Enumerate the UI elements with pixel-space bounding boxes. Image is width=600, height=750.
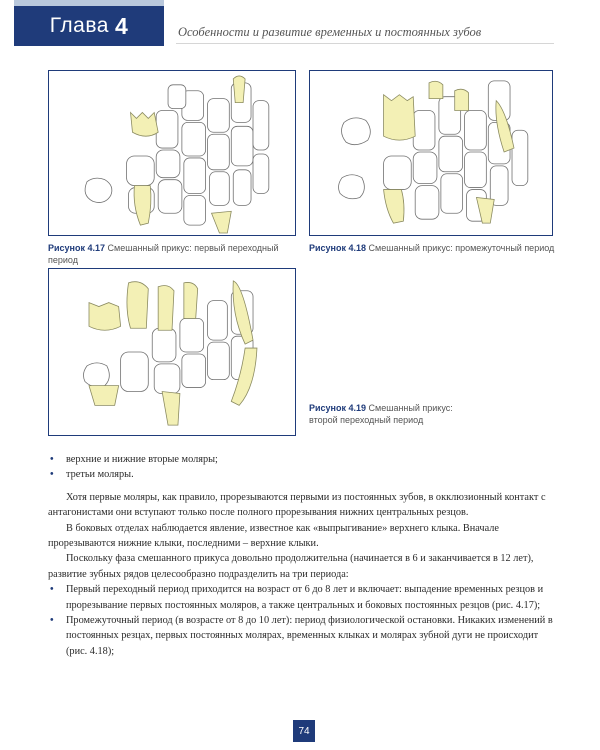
- list-item: • верхние и нижние вторые моляры;: [48, 452, 553, 467]
- figure-4-18-illustration: [309, 70, 553, 236]
- figure-caption-text: Смешанный прикус: второй переходный период: [309, 403, 453, 425]
- figure-4-17-caption: [48, 242, 298, 266]
- chapter-word: Глава: [49, 14, 109, 37]
- figure-4-17-illustration: [48, 70, 296, 236]
- figure-4-19-illustration: [48, 268, 296, 436]
- figure-caption-text: Смешанный прикус: промежуточный период: [368, 243, 555, 253]
- list-item: • Промежуточный период (в возрасте от 8 до 10 лет): период физиологической остановки. Никаких изменений в постоянных резцах, первых постоянных молярах, временных клыках и молярах зубной дуги не происходит (рис. 4.18);: [48, 613, 553, 659]
- running-header-title: Особенности и развитие временных и постоянных зубов: [178, 25, 482, 39]
- dentition-drawing-mixed-second: [49, 269, 295, 435]
- body-text: [48, 452, 553, 659]
- list-item: • Первый переходный период приходится на возраст от 6 до 8 лет и включает: выпадение временных резцов и прорезывание первых постоянных моляров, а также центральных и боковых постоянных резцов (рис. 4.17);: [48, 582, 553, 613]
- figure-4-19-caption: [309, 402, 459, 426]
- chapter-tab: [14, 0, 164, 46]
- dentition-drawing-mixed-intermediate: [310, 71, 552, 235]
- paragraph: Хотя первые моляры, как правило, прорезываются первыми из постоянных зубов, в окклюзионный контакт с антагонистами они вступают только после полного прорезывания нижних центральных резцов.: [48, 491, 546, 519]
- chapter-number: 4: [114, 12, 129, 39]
- figure-caption-text: Смешанный прикус: первый переходный период: [48, 243, 279, 265]
- figure-label: Рисунок 4.18: [309, 243, 367, 253]
- list-item: • третьи моляры.: [48, 467, 553, 482]
- dentition-drawing-mixed-first: [49, 71, 295, 235]
- figure-4-18-caption: [309, 242, 561, 254]
- page-number: 74: [293, 720, 315, 742]
- paragraph: Поскольку фаза смешанного прикуса довольно продолжительна (начинается в 6 и заканчивается в 12 лет), развитие зубных рядов целесообразно подразделить на три периода:: [48, 553, 534, 580]
- figure-label: Рисунок 4.19: [309, 403, 367, 413]
- header-rule: [176, 43, 554, 44]
- figure-label: Рисунок 4.17: [48, 243, 106, 253]
- paragraph: В боковых отделах наблюдается явление, известное как «выпрыгивание» верхнего клыка. Вначале прорезываются нижние клыки, последними – верхние клыки.: [48, 522, 499, 550]
